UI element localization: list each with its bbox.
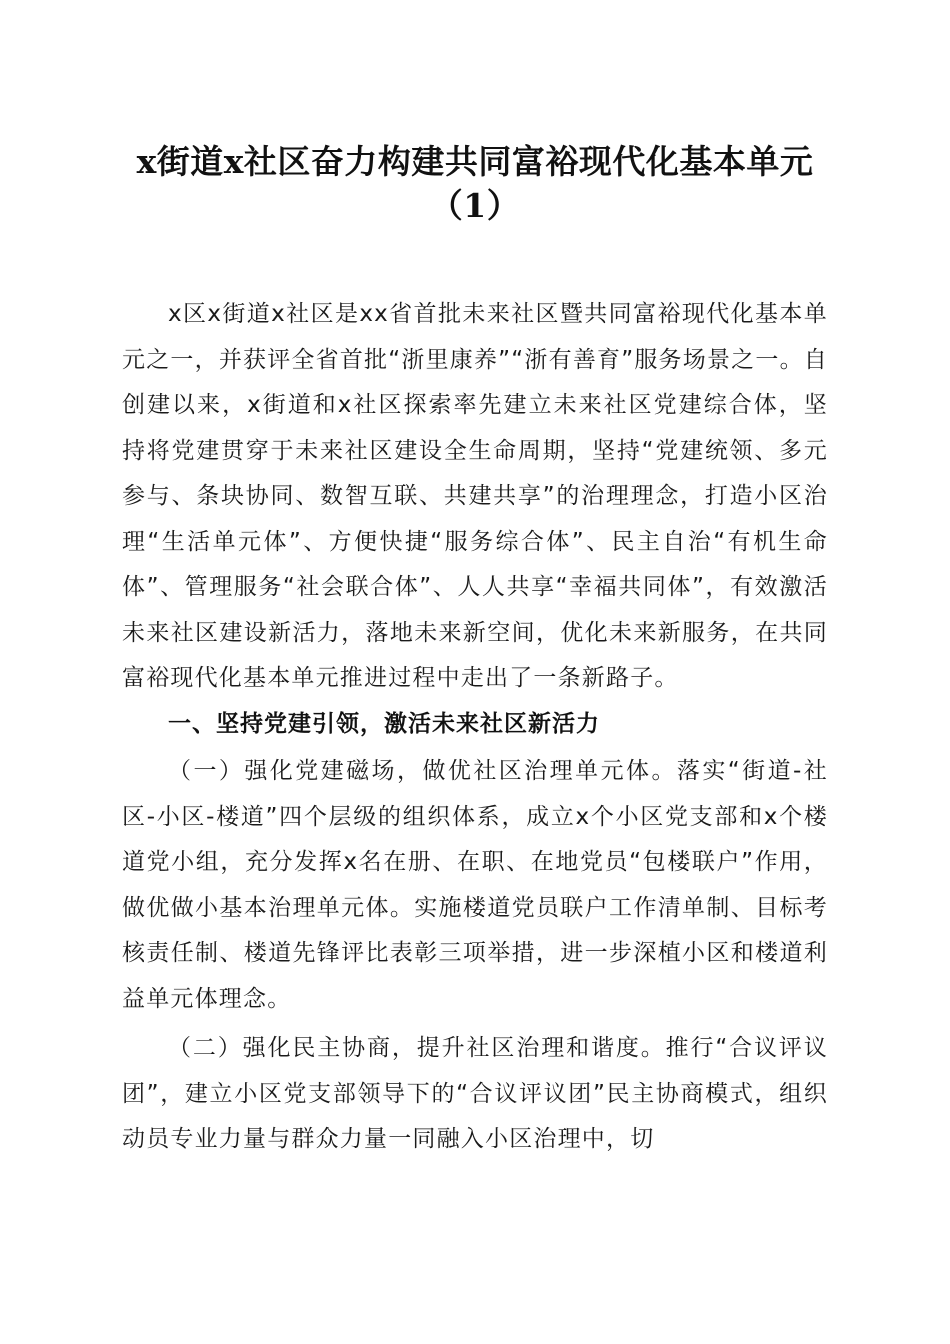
section-heading: 一、坚持党建引领，激活未来社区新活力 [168,710,600,737]
intro-paragraph: x区x街道x社区是xx省首批未来社区暨共同富裕现代化基本单元之一，并获评全省首批“浙里康养”“浙有善育”服务场景之一。自创建以来，x街道和x社区探索率先建立未来社区党建综合体，坚持将党建贯穿于未来社区建设全生命周期，坚持“党建统领、多元参与、条块协同、数智互联、共建共享”的治理理念，打造小区治理“生活单元体”、方便快捷“服务综合体”、民主自治“有机生命体”、管理服务“社会联合体”、人人共享“幸福共同体”，有效激活未来社区建设新活力，落地未来新空间，优化未来新服务，在共同富裕现代化基本单元推进过程中走出了一条新路子。 [122,301,828,691]
document-title: x街道x社区奋力构建共同富裕现代化基本单元（1） [136,142,814,225]
section-paragraph-2: （二）强化民主协商，提升社区治理和谐度。推行“合议评议团”，建立小区党支部领导下的“合议评议团”民主协商模式，组织动员专业力量与群众力量一同融入小区治理中，切 [122,1035,828,1152]
section-paragraph-1: （一）强化党建磁场，做优社区治理单元体。落实“街道-社区-小区-楼道”四个层级的组织体系，成立x个小区党支部和x个楼道党小组，充分发挥x名在册、在职、在地党员“包楼联户”作用，做优做小基本治理单元体。实施楼道党员联户工作清单制、目标考核责任制、楼道先锋评比表彰三项举措，进一步深植小区和楼道利益单元体理念。 [122,758,828,1012]
